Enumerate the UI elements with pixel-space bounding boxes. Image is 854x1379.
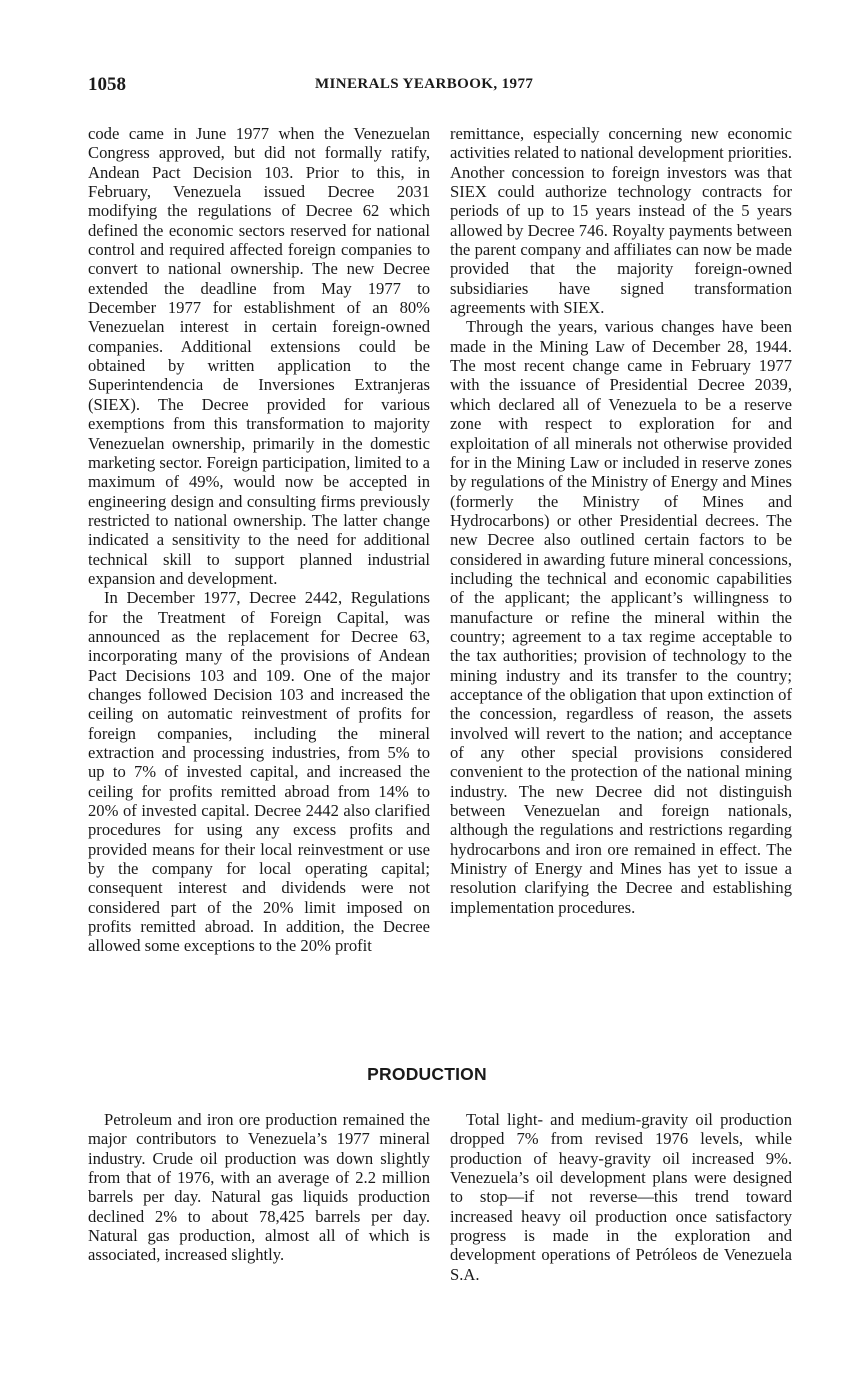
paragraph: code came in June 1977 when the Venezuelan Congress approved, but did not formally ratify, Andean Pact Decision 103. Prior to this, in February, Venezuela issued Decree 2031 modifying the regulations of Decree 62 which defined the economic sectors reserved for national control and required affected foreign companies to convert to national ownership. The new Decree extended the deadline from May 1977 to December 1977 for establishment of an 80% Venezuelan interest in certain foreign-owned companies. Additional extensions could be obtained by written application to the Superintendencia de Inversiones Extranjeras (SIEX). The Decree provided for various exemptions from this transformation to majority Venezuelan ownership, primarily in the domestic marketing sector. Foreign participation, limited to a maximum of 49%, would now be accepted in engineering design and consulting firms previously restricted to national ownership. The latter change indicated a sensitivity to the need for additional technical skill to support planned industrial expansion and development. [88,124,430,588]
top-right-column [450,124,792,917]
paragraph: Through the years, various changes have been made in the Mining Law of December 28, 1944. The most recent change came in February 1977 with the issuance of Presidential Decree 2039, which declared all of Venezuela to be a reserve zone with respect to exploration for and exploitation of all minerals not otherwise provided for in the Mining Law or included in reserve zones by regulations of the Ministry of Energy and Mines (formerly the Ministry of Mines and Hydrocarbons) or other Presidential decrees. The new Decree also outlined certain factors to be considered in awarding future mineral concessions, including the technical and economic capabilities of the applicant; the applicant’s willingness to manufacture or refine the mineral within the country; agreement to a tax regime acceptable to the tax authorities; provision of technology to the mining industry and its transfer to the country; acceptance of the obligation that upon extinction of the concession, regardless of reason, the assets involved will revert to the nation; and acceptance of any other special provisions considered convenient to the protection of the national mining industry. The new Decree did not distinguish between Venezuelan and foreign nationals, although the regulations and restrictions regarding hydrocarbons and iron ore remained in effect. The Ministry of Energy and Mines has yet to issue a resolution clarifying the Decree and establishing implementation procedures. [450,317,792,917]
production-right-column [450,1110,792,1284]
page-header [88,74,782,100]
top-left-column [88,124,430,956]
production-left-column [88,1110,430,1265]
paragraph: remittance, especially concerning new economic activities related to national development priorities. Another concession to foreign investors was that SIEX could authorize technology contracts for periods of up to 15 years instead of the 5 years allowed by Decree 746. Royalty payments between the parent company and affiliates can now be made provided that the majority foreign-owned subsidiaries have signed transformation agreements with SIEX. [450,124,792,318]
section-heading-production: PRODUCTION [367,1064,487,1084]
paragraph: Petroleum and iron ore production remained the major contributors to Venezuela’s 1977 mineral industry. Crude oil production was down slightly from that of 1976, with an average of 2.2 million barrels per day. Natural gas liquids production declined 2% to about 78,425 barrels per day. Natural gas production, almost all of which is associated, increased slightly. [88,1110,430,1265]
page-number: 1058 [88,74,126,95]
running-title: MINERALS YEARBOOK, 1977 [315,76,534,92]
paragraph: Total light- and medium-gravity oil production dropped 7% from revised 1976 levels, while production of heavy-gravity oil increased 9%. Venezuela’s oil development plans were designed to stop—if not reverse—this trend toward increased heavy oil production once satisfactory progress is made in the exploration and development operations of Petróleos de Venezuela S.A. [450,1110,792,1284]
paragraph: In December 1977, Decree 2442, Regulations for the Treatment of Foreign Capital, was announced as the replacement for Decree 63, incorporating many of the provisions of Andean Pact Decisions 103 and 109. One of the major changes followed Decision 103 and increased the ceiling on automatic reinvestment of profits for foreign companies, including the mineral extraction and processing industries, from 5% to up to 7% of invested capital, and increased the ceiling for profits remitted abroad from 14% to 20% of invested capital. Decree 2442 also clarified procedures for using any excess profits and provided means for their local reinvestment or use by the company for local operating capital; consequent interest and dividends were not considered part of the 20% limit imposed on profits remitted abroad. In addition, the Decree allowed some exceptions to the 20% profit [88,588,430,956]
